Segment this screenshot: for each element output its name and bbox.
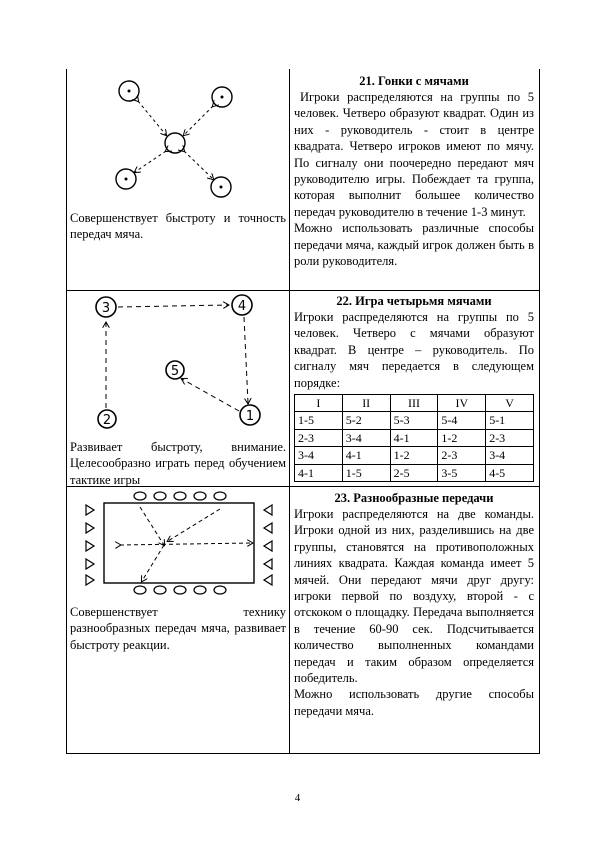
table-cell: 3-4 — [295, 447, 343, 464]
table-row — [295, 464, 534, 481]
table-cell: 1-2 — [438, 429, 486, 446]
table-cell: 2-3 — [486, 429, 534, 446]
pass-order-header: II — [342, 395, 390, 412]
varied-passes-diagram — [80, 489, 280, 599]
table-cell: 5-1 — [486, 412, 534, 429]
exercise-22-title: 22. Игра четырьмя мячами — [336, 294, 492, 308]
table-cell: 4-1 — [390, 429, 438, 446]
table-border-left — [66, 69, 67, 754]
diagram-label-3: 3 — [101, 301, 111, 316]
page-number: 4 — [294, 792, 301, 804]
exercise-23-content — [294, 490, 534, 719]
pass-order-table — [294, 394, 534, 482]
exercise-21-note: Можно использовать различные способы передачи мяча, каждый игрок должен быть в роли руководителя. — [294, 221, 534, 269]
exercise-21-benefit: Совершенствует быстроту и точность передач мяча. — [70, 211, 286, 242]
table-cell: 3-5 — [438, 464, 486, 481]
row-divider — [66, 290, 540, 291]
table-cell: 4-1 — [342, 447, 390, 464]
exercise-23-description: Игроки распределяются на две команды. Игроки одной из них, разделившись на две группы, становятся на противоположных линиях квадрата. Каждая команда имеет 5 мячей. Они передают мячи друг другу: игроки первой по воздуху, второй - с отскоком о площадку. Передача выполняется в течение 60-90 сек. Подсчитывается количество выполненных командами передач и таким образом определяется победитель. — [294, 507, 534, 686]
pass-order-header-row — [295, 395, 534, 412]
diagram-label-1: 1 — [245, 409, 255, 424]
table-cell: 1-5 — [342, 464, 390, 481]
table-border-bottom — [66, 753, 540, 754]
table-cell: 1-2 — [390, 447, 438, 464]
table-cell: 1-5 — [295, 412, 343, 429]
exercise-23-benefit: Совершенствует технику разнообразных передач мяча, развивает быстроту реакции. — [70, 605, 286, 652]
exercise-23-title: 23. Разнообразные передачи — [334, 491, 494, 505]
four-ball-diagram — [86, 293, 266, 433]
table-cell: 5-4 — [438, 412, 486, 429]
diagram-label-4: 4 — [237, 299, 247, 314]
exercise-21-title: 21. Гонки с мячами — [359, 74, 469, 88]
table-cell: 5-2 — [342, 412, 390, 429]
pass-order-header: V — [486, 395, 534, 412]
table-cell: 5-3 — [390, 412, 438, 429]
table-row — [295, 412, 534, 429]
table-cell: 3-4 — [486, 447, 534, 464]
table-cell: 2-5 — [390, 464, 438, 481]
table-row — [295, 429, 534, 446]
table-column-divider — [289, 69, 290, 754]
table-cell: 4-1 — [295, 464, 343, 481]
ball-race-diagram — [102, 75, 262, 205]
exercise-table — [66, 69, 540, 754]
table-cell: 3-4 — [342, 429, 390, 446]
pass-order-header: III — [390, 395, 438, 412]
exercise-22-content — [294, 293, 534, 482]
pass-order-header: I — [295, 395, 343, 412]
exercise-22-benefit: Развивает быстроту, внимание. Целесообразно играть перед обучением тактике игры — [70, 440, 286, 487]
exercise-21-description: Игроки распределяются на группы по 5 человек. Четверо образуют квадрат. Один из них - руководитель - стоит в центре квадрата. Четверо игроков имеют по мячу. По сигналу они поочередно передают мяч руководителю игры. Побеждает та группа, которая выполнит большее количество передач руководителю в течение 1-3 минут. — [294, 90, 534, 219]
table-border-right — [539, 69, 540, 754]
exercise-21-content — [294, 73, 534, 269]
exercise-23-note: Можно использовать другие способы передачи мяча. — [294, 687, 534, 718]
table-row — [295, 447, 534, 464]
exercise-22-description: Игроки распределяются на группы по 5 человек. Четверо с мячами образуют квадрат. В центре – руководитель. По сигналу мяч передается в следующем порядке: — [294, 310, 534, 390]
table-cell: 2-3 — [438, 447, 486, 464]
table-cell: 4-5 — [486, 464, 534, 481]
pass-order-header: IV — [438, 395, 486, 412]
diagram-label-2: 2 — [102, 413, 112, 428]
diagram-label-5: 5 — [170, 364, 180, 379]
table-cell: 2-3 — [295, 429, 343, 446]
